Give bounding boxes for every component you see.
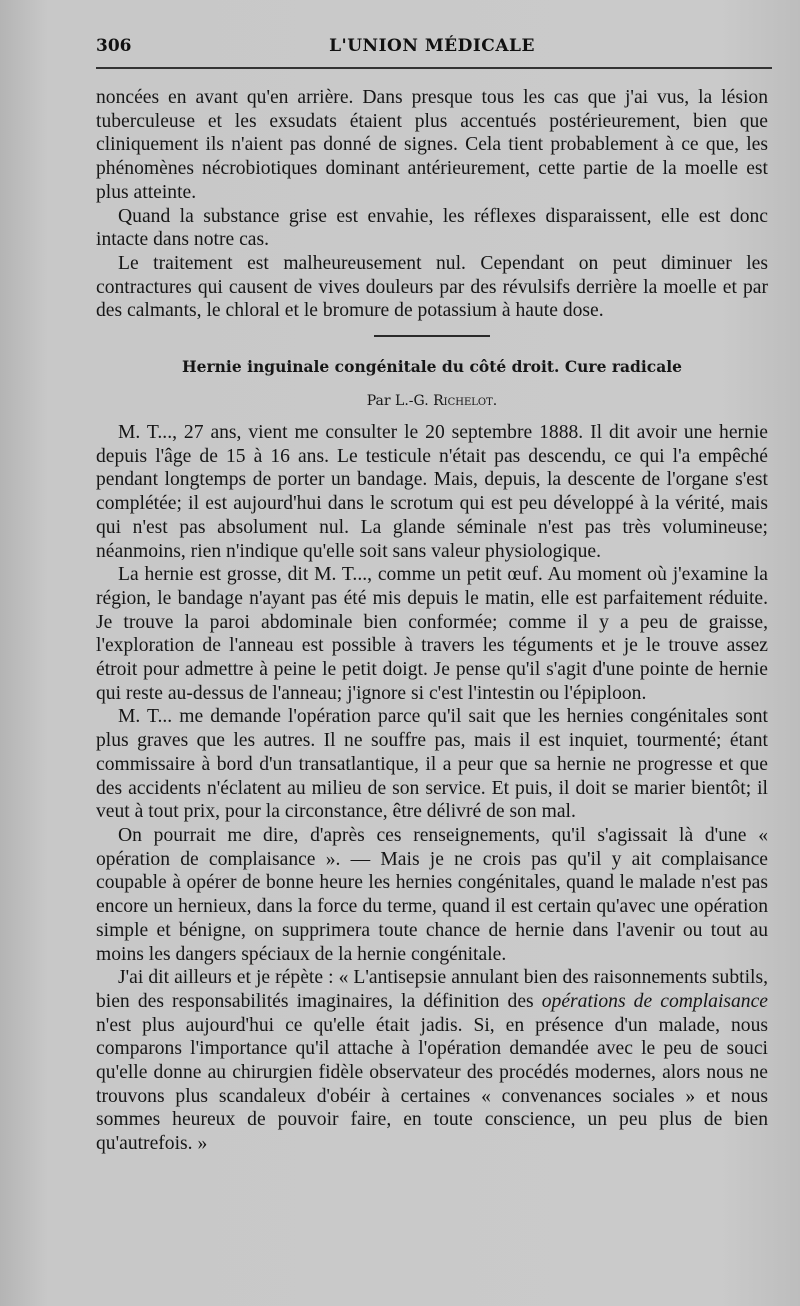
quote-text-start: J'ai dit ailleurs et je répète : « L'antisepsie annulant bien des raisonnements subtils, bien des responsabilités imaginaires, la définition des xyxy=(96,967,768,1012)
quote-text-end: n'est plus aujourd'hui ce qu'elle était jadis. Si, en présence d'un malade, nous comparons l'importance qu'il attache à l'opération demandée avec le peu de souci qu'elle donne au chirurgien fidèle observateur des procédés modernes, alors nous ne trouvons plus scandaleux d'obéir à certaines « convenances sociales » et nous sommes heureux de pouvoir faire, en toute conscience, un peu plus de bien qu'autrefois. » xyxy=(96,1014,768,1155)
byline-prefix: Par L.-G. xyxy=(366,393,434,410)
paragraph: La hernie est grosse, dit M. T..., comme un petit œuf. Au moment où j'examine la région, le bandage n'ayant pas été mis depuis le matin, elle est parfaitement réduite. Je trouve la paroi abdominale bien conformée; comme il y a peu de graisse, l'exploration de l'anneau est possible à travers les téguments et je le trouve assez étroit pour admettre à peine le petit doigt. Je pense qu'il s'agit d'une pointe de hernie qui reste au-dessus de l'anneau; j'ignore si c'est l'intestin ou l'épiploon. xyxy=(96,564,768,704)
page-header xyxy=(96,36,768,66)
article-byline xyxy=(96,391,768,411)
quote-italic-term: opérations de complaisance xyxy=(541,990,768,1012)
byline-suffix: . xyxy=(492,393,498,410)
header-rule xyxy=(96,67,772,69)
article-title: Hernie inguinale congénitale du côté droit. Cure radicale xyxy=(181,357,683,377)
paragraph-continued: noncées en avant qu'en arrière. Dans presque tous les cas que j'ai vus, la lésion tuberculeuse et les exsudats étaient plus accentués postérieurement, bien que cliniquement ils n'aient pas donné de signes. Cela tient probablement à ce que, les phénomènes nécrobiotiques dominant antérieurement, cette partie de la moelle est plus atteinte. xyxy=(96,87,768,203)
author-name: Richelot xyxy=(433,393,493,410)
running-title: L'UNION MÉDICALE xyxy=(329,36,535,56)
paragraph: On pourrait me dire, d'après ces renseignements, qu'il s'agissait là d'une « opération de complaisance ». — Mais je ne crois pas qu'il y ait complaisance coupable à opérer de bonne heure les hernies congénitales, quand le malade n'est pas encore un hernieux, dans la force du terme, quand il est certain qu'avec une opération simple et bénigne, on supprimera toute chance de hernie dans l'avenir ou tout au moins les dangers spéciaux de la hernie congénitale. xyxy=(96,824,768,965)
paragraph: M. T..., 27 ans, vient me consulter le 20 septembre 1888. Il dit avoir une hernie depuis l'âge de 15 à 16 ans. Le testicule n'était pas descendu, ce qui l'a empêché pendant longtemps de porter un bandage. Mais, depuis, la descente de l'organe s'est complétée; il est aujourd'hui dans le scrotum qui est peu développé à la vérité, mais qui n'est pas absolument nul. La glande séminale n'est pas très volumineuse; néanmoins, rien n'indique qu'elle soit sans valeur physiologique. xyxy=(96,422,768,562)
paragraph-quote xyxy=(96,966,768,1156)
paragraph: M. T... me demande l'opération parce qu'il sait que les hernies congénitales sont plus graves que les autres. Il ne souffre pas, mais il est inquiet, tourmenté; étant commissaire à bord d'un transatlantique, il a peur que sa hernie ne progresse et que des accidents n'éclatent au milieu de son service. Et puis, il doit se marier bientôt; il veut à tout prix, pour la circonstance, être délivré de son mal. xyxy=(96,706,768,823)
section-separator xyxy=(374,335,490,337)
paragraph: Le traitement est malheureusement nul. Cependant on peut diminuer les contractures qui causent de vives douleurs par des révulsifs derrière la moelle et par des calmants, le chloral et le bromure de potassium à haute dose. xyxy=(96,252,768,322)
page-number: 306 xyxy=(96,36,132,56)
page-body xyxy=(96,86,768,1156)
paragraph: Quand la substance grise est envahie, les réflexes disparaissent, elle est donc intacte dans notre cas. xyxy=(96,205,768,251)
